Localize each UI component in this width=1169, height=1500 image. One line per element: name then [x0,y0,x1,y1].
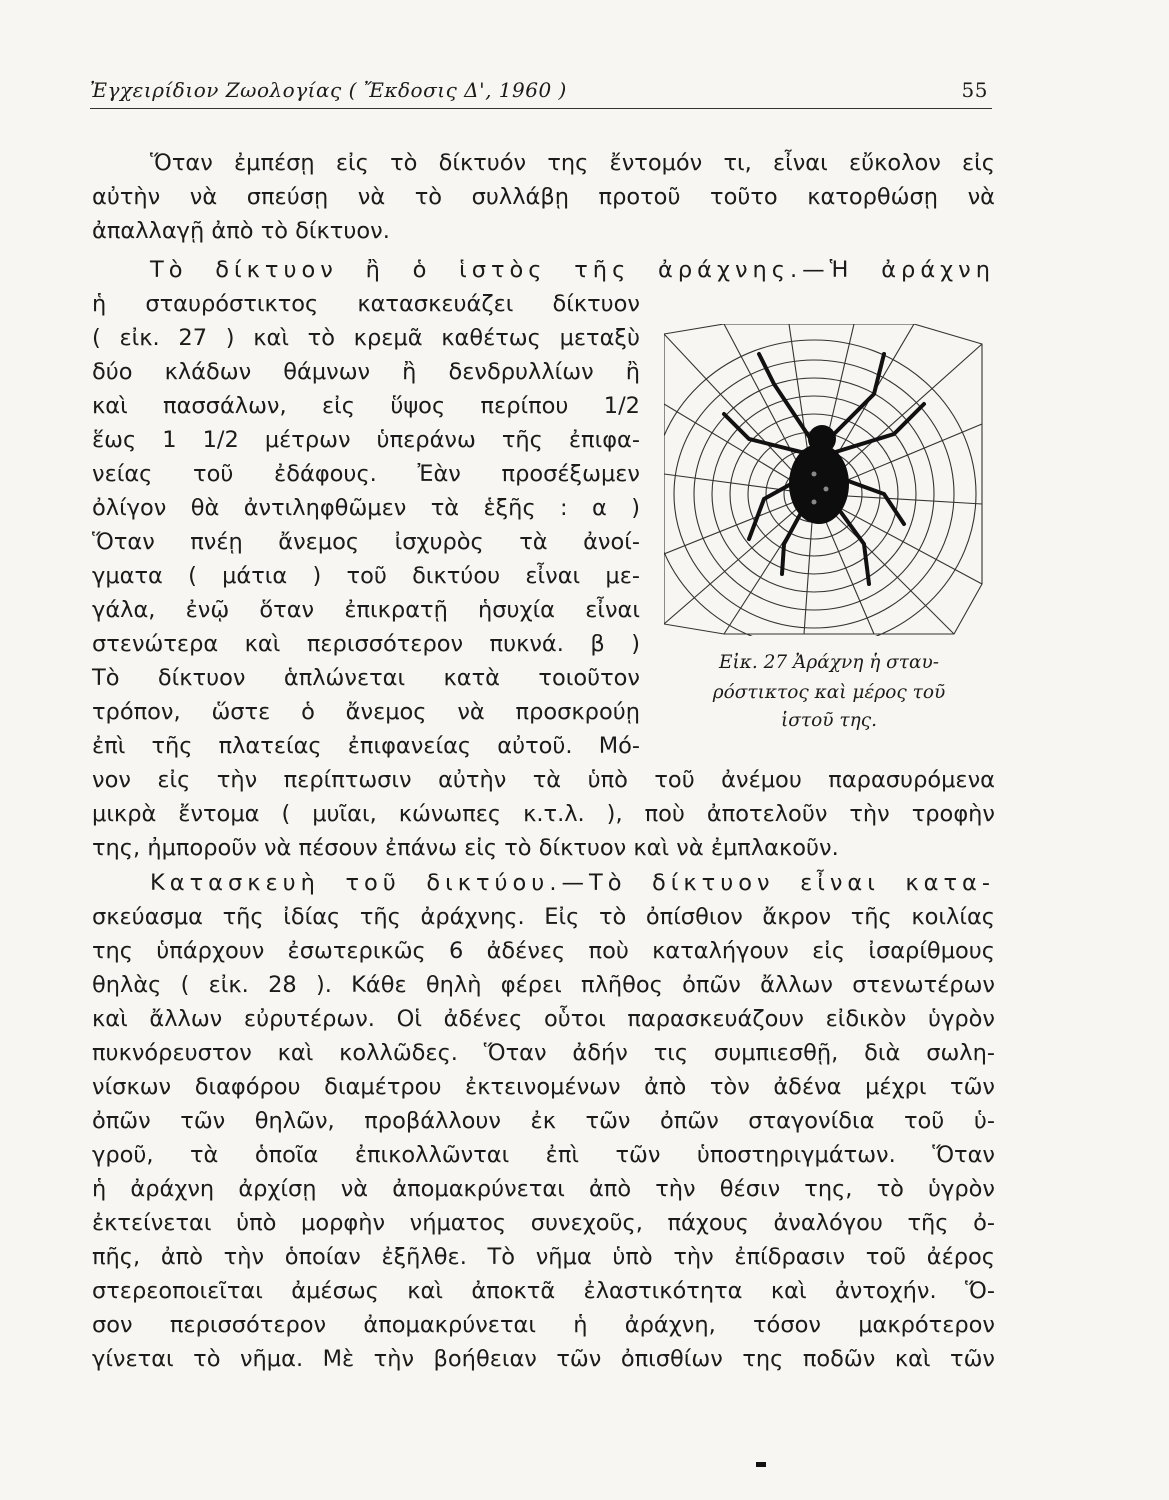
text-line: ὀπῶν τῶν θηλῶν, προβάλλουν ἐκ τῶν ὀπῶν σταγονίδια τοῦ ὑ- [92,1108,995,1134]
text-line: γίνεται τὸ νῆμα. Μὲ τὴν βοήθειαν τῶν ὀπισθίων της ποδῶν καὶ τῶν [92,1346,995,1372]
footer-mark [756,1462,766,1467]
text-line: τρόπον, ὥστε ὁ ἄνεμος νὰ προσκρούῃ [92,699,640,725]
text-line: πυκνόρευστον καὶ κολλῶδες. Ὅταν ἀδήν τις συμπιεσθῇ, διὰ σωλη- [92,1040,995,1066]
book-title: Ἐγχειρίδιον Ζωολογίας ( Ἔκδοσις Δ', 1960 ) [90,78,567,102]
text-line: ( εἰκ. 27 ) καὶ τὸ κρεμᾶ καθέτως μεταξὺ [92,325,640,351]
text-line: δύο κλάδων θάμνων ἢ δενδρυλλίων ἢ [92,359,640,385]
figure-caption-line: Εἰκ. 27 Ἀράχνη ἡ σταυ- [718,652,940,673]
text-line: ἡ ἀράχνη ἀρχίσῃ νὰ ἀπομακρύνεται ἀπὸ τὴν θέσιν της, τὸ ὑγρὸν [92,1176,995,1202]
text-line: ἀπαλλαγῇ ἀπὸ τὸ δίκτυον. [92,218,390,244]
text-line: μικρὰ ἔντομα ( μυῖαι, κώνωπες κ.τ.λ. ), ποὺ ἀποτελοῦν τὴν τροφὴν [92,801,995,827]
text-line: σον περισσότερον ἀπομακρύνεται ἡ ἀράχνη, τόσον μακρότερον [92,1312,995,1338]
text-line: ὀλίγον θὰ ἀντιληφθῶμεν τὰ ἑξῆς : α ) [92,495,640,521]
text-line: στερεοποιεῖται ἀμέσως καὶ ἀποκτᾶ ἐλαστικότητα καὶ ἀντοχήν. Ὅ- [92,1278,995,1304]
text-line: νείας τοῦ ἐδάφους. Ἐὰν προσέξωμεν [92,461,640,487]
text-line: ἐπὶ τῆς πλατείας ἐπιφανείας αὐτοῦ. Μό- [92,733,640,759]
figure-caption-line: ρόστικτος καὶ μέρος τοῦ [712,682,946,703]
text-line: ἕως 1 1/2 μέτρων ὑπεράνω τῆς ἐπιφα- [92,427,640,453]
text-line: γροῦ, τὰ ὁποῖα ἐπικολλῶνται ἐπὶ τῶν ὑποστηριγμάτων. Ὅταν [92,1142,995,1168]
text-line: ἐκτείνεται ὑπὸ μορφὴν νήματος συνεχοῦς, πάχους ἀναλόγου τῆς ὀ- [92,1210,995,1236]
text-line: καὶ ἄλλων εὐρυτέρων. Οἱ ἀδένες οὗτοι παρασκευάζουν εἰδικὸν ὑγρὸν [92,1006,995,1032]
text-line: της ὑπάρχουν ἐσωτερικῶς 6 ἀδένες ποὺ καταλήγουν εἰς ἰσαρίθμους [92,938,995,964]
spider-web-illustration [664,324,984,636]
text-line: αὐτὴν νὰ σπεύσῃ νὰ τὸ συλλάβῃ προτοῦ τοῦτο κατορθώσῃ νὰ [92,184,995,210]
text-line: Ὅταν πνέῃ ἄνεμος ἰσχυρὸς τὰ ἀνοί- [92,529,640,555]
text-line: γάλα, ἐνῷ ὅταν ἐπικρατῇ ἡσυχία εἶναι [92,597,640,623]
text-line: γματα ( μάτια ) τοῦ δικτύου εἶναι με- [92,563,640,589]
text-line: Τὸ δίκτυον ἁπλώνεται κατὰ τοιοῦτον [92,665,640,691]
text-line: νον εἰς τὴν περίπτωσιν αὐτὴν τὰ ὑπὸ τοῦ ἀνέμου παρασυρόμενα [92,767,995,793]
page-number: 55 [961,78,988,102]
text-line: θηλὰς ( εἰκ. 28 ). Κάθε θηλὴ φέρει πλῆθος ὀπῶν ἄλλων στενωτέρων [92,972,995,998]
figure-caption-line: ἱστοῦ της. [781,710,877,731]
text-line: σκεύασμα τῆς ἰδίας τῆς ἀράχνης. Εἰς τὸ ὀπίσθιον ἄκρον τῆς κοιλίας [92,904,995,930]
text-line: πῆς, ἀπὸ τὴν ὁποίαν ἐξῆλθε. Τὸ νῆμα ὑπὸ τὴν ἐπίδρασιν τοῦ ἀέρος [92,1244,995,1270]
text-line: ἡ σταυρόστικτος κατασκευάζει δίκτυον [92,291,640,317]
text-line: Ὅταν ἐμπέσῃ εἰς τὸ δίκτυόν της ἔντομόν τι, εἶναι εὔκολον εἰς [150,150,995,176]
text-line: καὶ πασσάλων, εἰς ὕψος περίπου 1/2 [92,393,640,419]
running-header [90,74,992,109]
text-line: στενώτερα καὶ περισσότερον πυκνά. β ) [92,631,640,657]
section-heading-line: Κατασκευὴ τοῦ δικτύου.—Τὸ δίκτυον εἶναι κατα- [150,870,995,896]
text-line: νίσκων διαφόρου διαμέτρου ἐκτεινομένων ἀπὸ τὸν ἀδένα μέχρι τῶν [92,1074,995,1100]
section-heading-line: Τὸ δίκτυον ἢ ὁ ἱστὸς τῆς ἀράχνης.—Ἡ ἀράχνη [150,257,995,283]
text-line: της, ἠμποροῦν νὰ πέσουν ἐπάνω εἰς τὸ δίκτυον καὶ νὰ ἐμπλακοῦν. [92,835,839,861]
